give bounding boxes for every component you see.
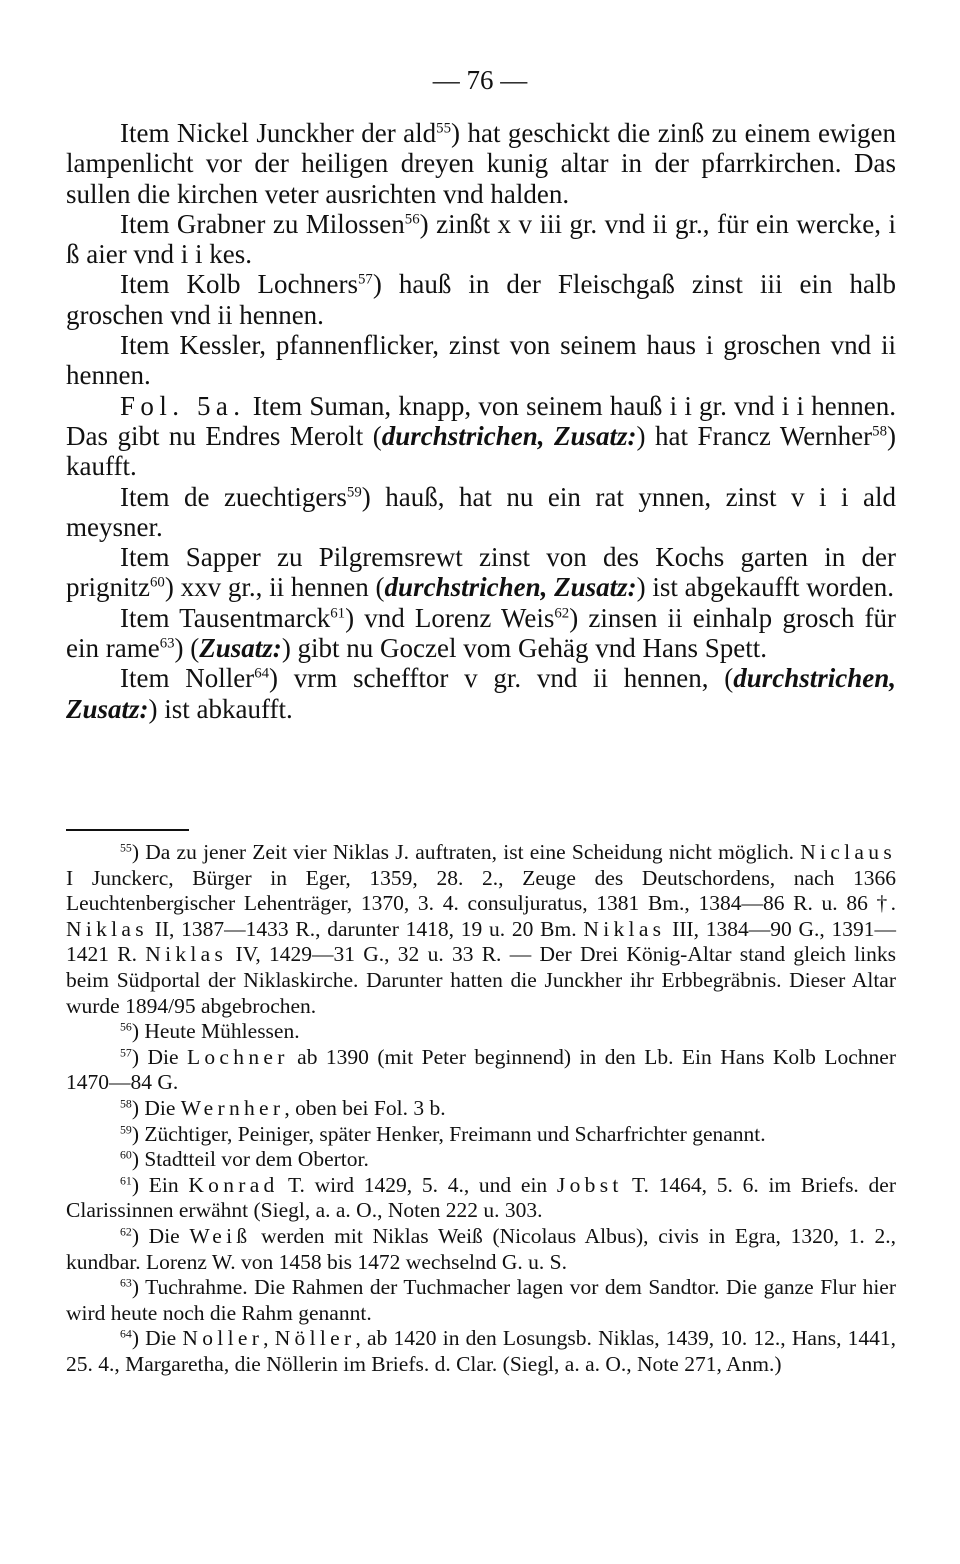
text-run: ) Die xyxy=(131,1326,183,1351)
spaced-name: Weiß xyxy=(189,1223,252,1248)
spaced-name: Nöller xyxy=(274,1326,356,1351)
footnote xyxy=(66,1224,896,1275)
note-ref: 63 xyxy=(159,635,175,652)
fraktur-remark: durchstrichen, Zusatz: xyxy=(66,663,896,724)
note-ref: 57 xyxy=(120,1045,132,1060)
footnote xyxy=(66,1147,896,1173)
note-ref: 62 xyxy=(554,605,570,622)
text-run: ) Die xyxy=(131,1044,187,1069)
note-ref: 61 xyxy=(330,605,346,622)
footnote xyxy=(66,1275,896,1326)
text-run: ) hauß, hat nu ein rat ynnen, zinst v i i ald meysner. xyxy=(66,481,897,542)
footnote xyxy=(66,1173,896,1224)
note-ref: 56 xyxy=(120,1019,132,1034)
text-run: ) Stadtteil vor dem Obertor. xyxy=(131,1147,369,1172)
note-ref: 60 xyxy=(120,1147,132,1162)
text-run: Item Sapper zu Pilgremsrewt zinst von des Kochs garten in der prignitz xyxy=(66,542,896,603)
note-ref: 61 xyxy=(120,1173,132,1188)
text-run: ab 1390 (mit Peter beginnend) in den Lb. Ein Hans Kolb Lochner 1470—84 G. xyxy=(66,1044,896,1095)
note-ref: 56 xyxy=(404,211,420,228)
spaced-name: Niklas xyxy=(145,942,228,967)
text-run: Item Suman, knapp, von seinem hauß i i gr. vnd i i hennen. Das gibt nu Endres Merolt ( xyxy=(66,390,897,451)
note-ref: 57 xyxy=(358,271,373,288)
spaced-name: Niklas xyxy=(583,916,666,941)
text-run: ) hat Francz Wernher xyxy=(636,420,873,451)
text-run: , xyxy=(263,1326,275,1351)
text-run: ) hauß in der Fleischgaß zinst iii ein halb groschen vnd ii hennen. xyxy=(66,269,896,330)
spaced-name: Noller xyxy=(182,1326,264,1351)
note-ref: 64 xyxy=(254,665,270,682)
note-ref: 63 xyxy=(120,1275,132,1290)
note-ref: 64 xyxy=(120,1326,132,1341)
paragraph xyxy=(66,118,896,209)
text-run: IV, 1429—31 G., 32 u. 33 R. — Der Drei König-Altar stand gleich links beim Südportal der Niklaskirche. Darunter hatten die Junckher ihr Erbbegräbnis. Dieser Altar wurde 1894/95 abgebrochen. xyxy=(66,942,897,1018)
text-run: Item Grabner zu Milossen xyxy=(120,208,405,239)
spaced-name: Lochner xyxy=(186,1044,289,1069)
text-run: ) ist abkaufft. xyxy=(148,693,293,724)
footnote-rule xyxy=(66,829,189,831)
note-ref: 55 xyxy=(436,120,452,137)
text-run: ) gibt nu Goczel vom Gehäg vnd Hans Spett. xyxy=(281,633,767,664)
footnotes xyxy=(66,840,896,1377)
text-run: T. wird 1429, 5. 4., und ein xyxy=(278,1172,557,1197)
main-text xyxy=(66,118,896,724)
footnote xyxy=(66,1045,896,1096)
text-run: III, 1384—90 G., 1391—1421 R. xyxy=(66,916,896,967)
footnote xyxy=(66,1122,896,1148)
text-run: ) ist abgekaufft worden. xyxy=(636,572,895,603)
footnote xyxy=(66,1096,896,1122)
text-run: ) Die xyxy=(131,1095,181,1120)
footnote xyxy=(66,1326,896,1377)
paragraph xyxy=(66,330,896,391)
text-run: T. 1464, 5. 6. im Briefs. der Clarissinnen erwähnt (Siegl, a. a. O., Noten 222 u. 303. xyxy=(66,1172,896,1223)
text-run: ) ( xyxy=(174,633,200,664)
text-run: ) vrm schefftor v gr. vnd ii hennen, ( xyxy=(269,663,734,694)
text-run: ) vnd Lorenz Weis xyxy=(345,602,555,633)
note-ref: 58 xyxy=(120,1096,132,1111)
text-run: Item Noller xyxy=(120,663,255,694)
paragraph xyxy=(66,663,896,724)
fraktur-remark: Zusatz: xyxy=(199,633,282,664)
text-run: werden mit Niklas Weiß (Nicolaus Albus), civis in Egra, 1320, 1. 2., kundbar. Lorenz W. von 1458 bis 1472 wechselnd G. u. S. xyxy=(66,1223,896,1274)
paragraph xyxy=(66,542,896,603)
paragraph xyxy=(66,391,896,482)
paragraph xyxy=(66,482,896,543)
text-run: ) hat geschickt die zinß zu einem ewigen lampenlicht vor der heiligen dreyen kunig altar in der pfarrkirchen. Das sullen die kirchen veter ausrichten vnd halden. xyxy=(66,118,896,209)
note-ref: 55 xyxy=(120,840,132,855)
spaced-name: Konrad xyxy=(188,1172,279,1197)
spaced-name: Jobst xyxy=(556,1172,623,1197)
text-run: Item de zuechtigers xyxy=(120,481,347,512)
footnote xyxy=(66,1019,896,1045)
note-ref: 59 xyxy=(120,1121,132,1136)
text-run: ) Die xyxy=(131,1223,190,1248)
fraktur-remark: durchstrichen, Zusatz: xyxy=(384,572,637,603)
paragraph xyxy=(66,269,896,330)
spaced-name: Wernher xyxy=(180,1095,285,1120)
text-run: ) Da zu jener Zeit vier Niklas J. auftraten, ist eine Scheidung nicht möglich. xyxy=(131,840,801,864)
text-run: ) Tuchrahme. Die Rahmen der Tuchmacher lagen vor dem Sandtor. Die ganze Flur hier wird heute noch die Rahm genannt. xyxy=(66,1275,896,1325)
note-ref: 62 xyxy=(120,1224,132,1239)
text-run: ) zinßt x v iii gr. vnd ii gr., für ein wercke, i ß aier vnd i i kes. xyxy=(66,208,897,270)
text-run: ) xxv gr., ii hennen ( xyxy=(164,572,385,603)
spaced-name: Fol. 5a. xyxy=(120,390,246,421)
text-run: I Junckerc, Bürger in Eger, 1359, 28. 2., Zeuge des Deutschordens, nach 1366 Leuchtenbergischer Lehenträger, 1370, 3. 4. consuljuratus, 1381 Bm., 1384—86 R. u. 86 †. xyxy=(66,865,896,916)
paragraph xyxy=(66,603,896,664)
text-run: ) zinsen ii einhalp grosch für ein rame xyxy=(66,602,896,664)
text-run: Item Tausentmarck xyxy=(120,602,331,633)
note-ref: 58 xyxy=(872,423,887,440)
text-run: Item Kessler, pfannenflicker, zinst von seinem haus i groschen vnd ii hennen. xyxy=(66,330,896,391)
note-ref: 59 xyxy=(346,483,362,500)
text-run: ) Heute Mühlessen. xyxy=(131,1019,300,1044)
page-number: — 76 — xyxy=(432,65,528,95)
text-run: , ab 1420 in den Losungsb. Niklas, 1439, 10. 12., Hans, 1441, 25. 4., Margaretha, die Nöllerin im Briefs. d. Clar. (Siegl, a. a. O., Note 271, Anm.) xyxy=(66,1326,897,1376)
text-run: II, 1387—1433 R., darunter 1418, 19 u. 20 Bm. xyxy=(147,916,584,941)
paragraph xyxy=(66,209,896,270)
text-run: Item Kolb Lochners xyxy=(120,269,358,300)
footnote xyxy=(66,840,896,1019)
note-ref: 60 xyxy=(149,574,165,591)
text-run: ) kaufft. xyxy=(66,420,896,482)
spaced-name: Niklas xyxy=(66,916,148,941)
text-run: ) Ein xyxy=(131,1172,189,1197)
text-run: Item Nickel Junckher der ald xyxy=(120,118,437,148)
spaced-name: Niclaus xyxy=(800,840,896,864)
fraktur-remark: durchstrichen, Zusatz: xyxy=(381,420,637,451)
text-run: , oben bei Fol. 3 b. xyxy=(284,1095,446,1120)
text-run: ) Züchtiger, Peiniger, später Henker, Freimann und Scharfrichter genannt. xyxy=(131,1121,766,1146)
